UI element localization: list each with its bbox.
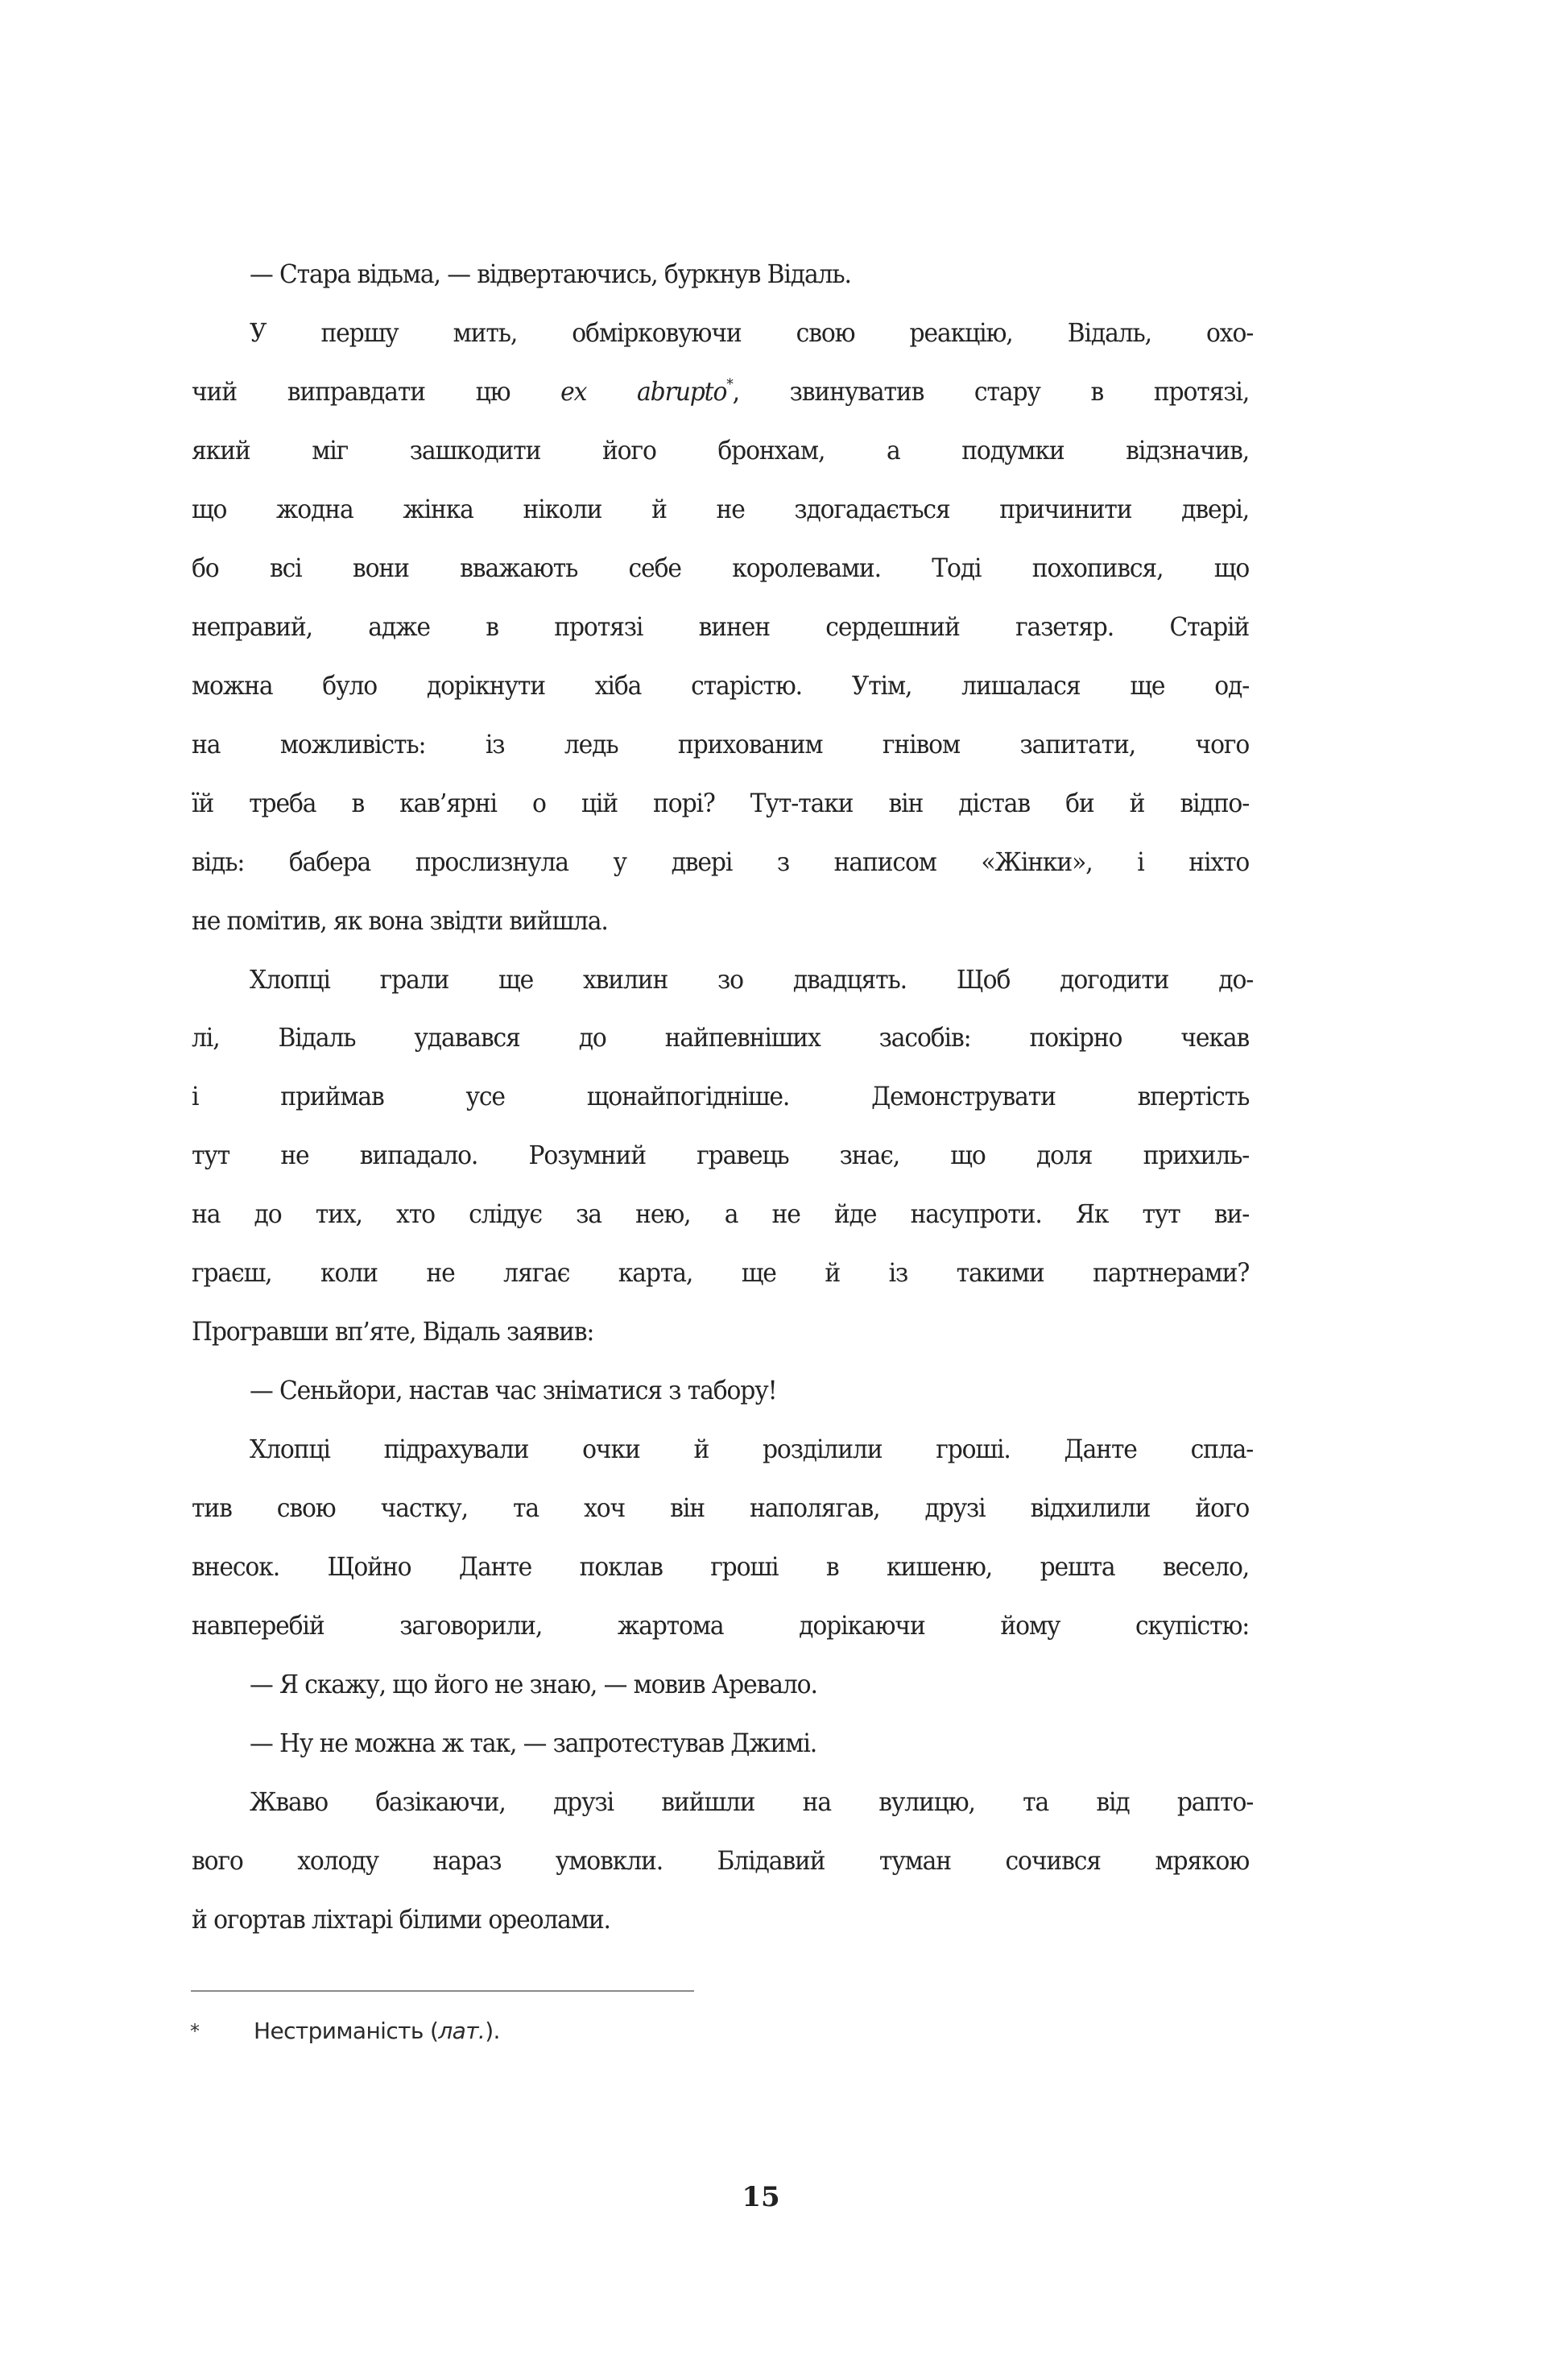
text-line: граєш, коли не лягає карта, ще й із такими партнерами? [192,1257,1250,1289]
text-line: — Сеньйори, настав час зніматися з табору! [250,1375,777,1406]
text-segment: , звинуватив стару в протязі, [732,375,1250,407]
text-line: навперебій заговорили, жартома дорікаючи йому скупістю: [192,1610,1250,1641]
text-line: Хлопці грали ще хвилин зо двадцять. Щоб догодити до- [250,963,1254,995]
text-line: У першу мить, обмірковуючи свою реакцію, Відаль, охо- [250,317,1254,348]
italic-phrase: ex abrupto [560,375,727,407]
text-line: — Стара відьма, — відвертаючись, буркнув Відаль. [250,259,851,289]
text-line: Програвши вп’яте, Відаль заявив: [192,1316,594,1347]
text-line: їй треба в кав’ярні о цій порі? Тут-таки він дістав би й відпо- [192,787,1250,818]
text-line: який міг зашкодити його бронхам, а подумки відзначив, [192,434,1250,466]
text-line: тут не випадало. Розумний гравець знає, що доля прихиль- [192,1140,1250,1171]
text-line: лі, Відаль удавався до найпевніших засобів: покірно чекав [192,1022,1250,1053]
footnote-text-main: Нестриманість ( [254,2018,439,2044]
text-line [192,375,1249,408]
text-line: можна було дорікнути хіба старістю. Утім, лишалася ще од- [192,669,1250,701]
text-line: тив свою частку, та хоч він наполягав, друзі відхилили його [192,1492,1250,1524]
text-line: й огортав ліхтарі білими ореолами. [192,1903,610,1935]
text-line: не помітив, як вона звідти вийшла. [192,904,608,936]
text-line: і приймав усе щонайпогідніше. Демонструвати впертість [192,1081,1250,1112]
footnote-text [254,2018,500,2044]
footnote-reference: * [726,375,733,393]
text-line: бо всі вони вважають себе королевами. Тоді похопився, що [192,552,1250,583]
text-line: на до тих, хто слідує за нею, а не йде насупроти. Як тут ви- [192,1198,1250,1230]
text-line: що жодна жінка ніколи й не здогадається причинити двері, [192,493,1250,524]
footnote-text-after: ). [485,2018,500,2044]
text-line: внесок. Щойно Данте поклав гроші в кишеню, решта весело, [192,1551,1250,1583]
footnote-mark: * [190,2020,200,2043]
text-line: — Ну не можна ж так, — запротестував Джимі. [250,1728,817,1758]
text-line: відь: бабера прослизнула у двері з написом «Жінки», і ніхто [192,846,1250,877]
text-line: Жваво базікаючи, друзі вийшли на вулицю, та від рапто- [250,1786,1254,1817]
text-line: — Я скажу, що його не знаю, — мовив Аревало. [250,1669,817,1700]
text-line: неправий, адже в протязі винен сердешний газетяр. Старій [192,611,1250,642]
footnote-rule [191,1990,694,1992]
text-line: на можливість: із ледь прихованим гнівом запитати, чого [192,728,1250,760]
text-line: Хлопці підрахували очки й розділили гроші. Данте спла- [250,1434,1254,1465]
text-segment: чий виправдати цю [192,375,561,407]
page-number: 15 [742,2181,780,2213]
text-line: вого холоду нараз умовкли. Блідавий туман сочився мрякою [192,1844,1250,1876]
footnote-text-italic: лат. [438,2018,486,2044]
